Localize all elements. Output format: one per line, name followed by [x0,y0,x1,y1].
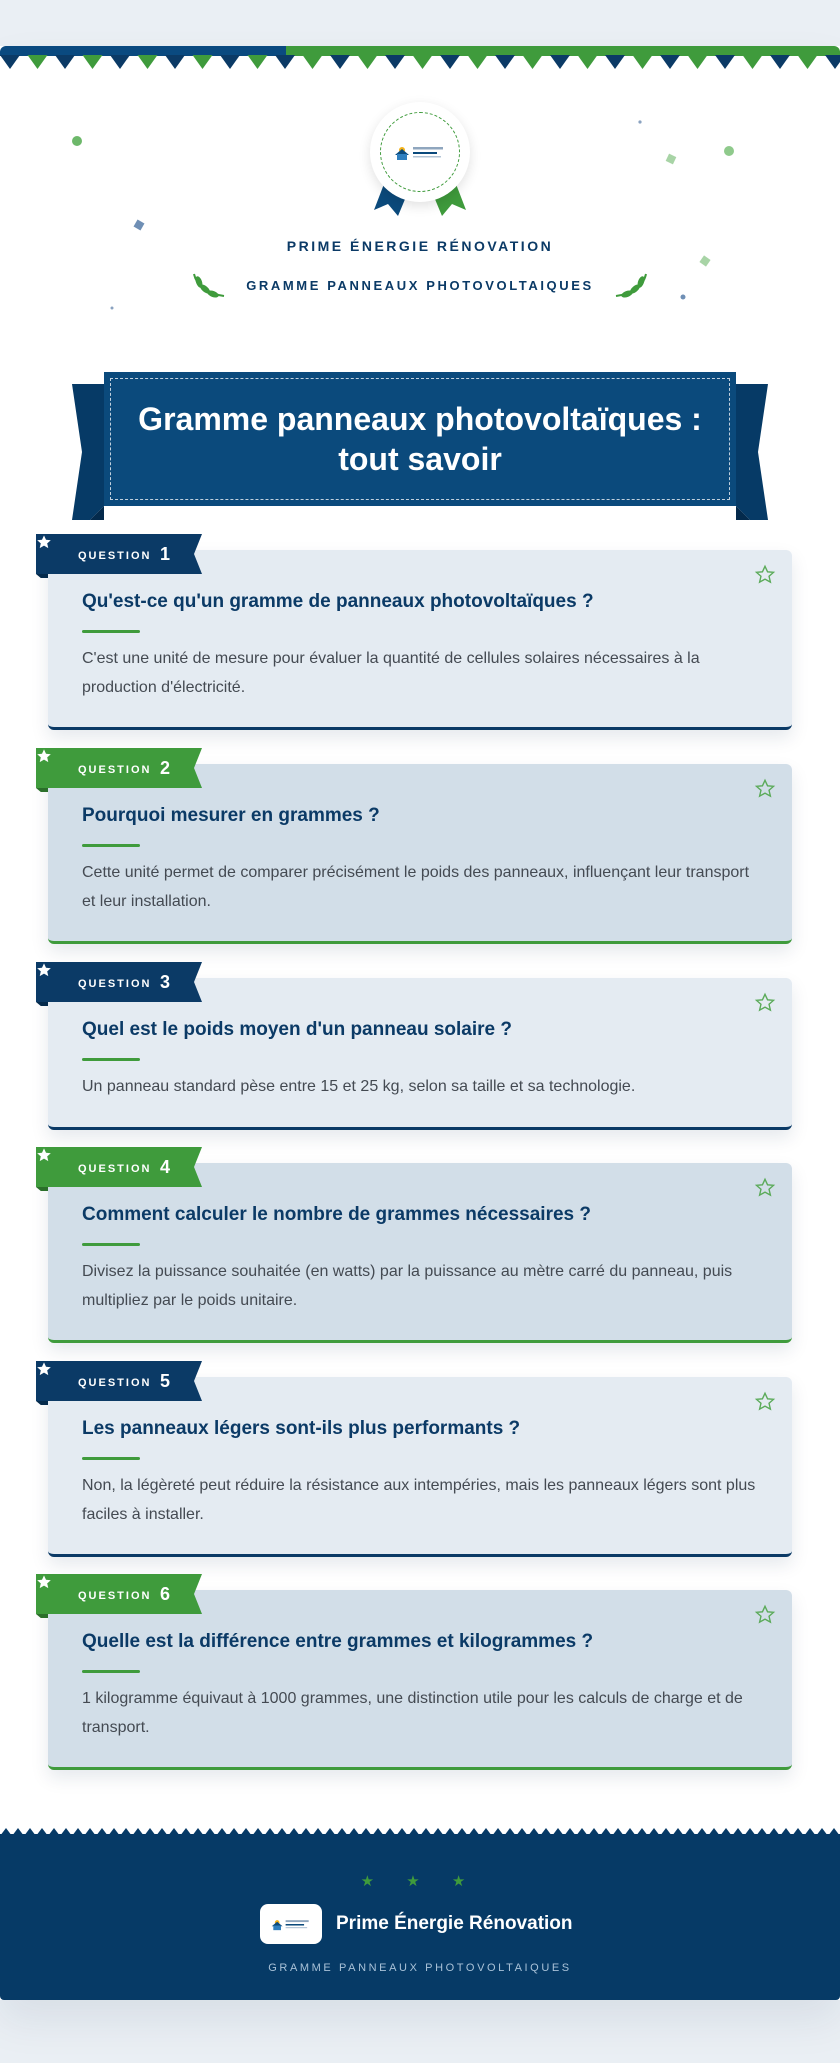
brand-name: PRIME ÉNERGIE RÉNOVATION [286,238,554,254]
confetti [678,292,688,302]
bunting-flag [660,55,680,69]
faq-divider [82,1457,140,1460]
zigzag-tooth [540,1828,552,1836]
bunting-flag [743,55,763,69]
bunting-flag [770,55,790,69]
zigzag-tooth [0,1828,12,1836]
confetti [70,134,84,148]
zigzag-tooth [288,1828,300,1836]
confetti [698,254,712,268]
zigzag-tooth [708,1828,720,1836]
zigzag-tooth [228,1828,240,1836]
star-outline-icon [754,564,776,586]
question-label: QUESTION [78,1163,152,1175]
bunting-flag [220,55,240,69]
footer-zigzag-edge [0,1826,840,1836]
bunting-flag [440,55,460,69]
zigzag-tooth [396,1828,408,1836]
zigzag-tooth [636,1828,648,1836]
zigzag-tooth [144,1828,156,1836]
zigzag-tooth [108,1828,120,1836]
bunting-flag [825,55,840,69]
zigzag-tooth [672,1828,684,1836]
zigzag-tooth [348,1828,360,1836]
zigzag-tooth [408,1828,420,1836]
faq-question: Pourquoi mesurer en grammes ? [82,805,380,826]
footer-brand [260,1904,580,1946]
bunting-flag [358,55,378,69]
bunting-flag [468,55,488,69]
faq-question: Comment calculer le nombre de grammes nécessaires ? [82,1204,591,1225]
zigzag-tooth [648,1828,660,1836]
zigzag-tooth [48,1828,60,1836]
subtitle-row [190,270,650,310]
footer [0,1834,840,2000]
confetti [664,152,678,166]
zigzag-tooth [336,1828,348,1836]
zigzag-tooth [264,1828,276,1836]
zigzag-tooth [372,1828,384,1836]
faq-divider [82,630,140,633]
footer-stars: ★ ★ ★ [360,1873,480,1890]
bunting-flag [248,55,268,69]
zigzag-tooth [240,1828,252,1836]
faq-divider [82,1670,140,1673]
faq-question: Quel est le poids moyen d'un panneau solaire ? [82,1019,512,1040]
zigzag-tooth [216,1828,228,1836]
bunting-flag [83,55,103,69]
faq-question: Les panneaux légers sont-ils plus performants ? [82,1418,521,1439]
zigzag-tooth [180,1828,192,1836]
zigzag-tooth [468,1828,480,1836]
zigzag-tooth [96,1828,108,1836]
footer-logo [260,1904,322,1944]
question-number: 2 [160,758,171,778]
bunting-flag [165,55,185,69]
logo-badge [370,102,470,222]
question-number: 3 [160,972,171,992]
star-icon [36,1574,52,1590]
bunting-flag [275,55,295,69]
logo-circle [370,102,470,202]
zigzag-tooth [12,1828,24,1836]
solar-house-logo-icon [271,1917,311,1931]
faq-question: Qu'est-ce qu'un gramme de panneaux photovoltaïques ? [82,591,594,612]
star-outline-icon [754,778,776,800]
faq-divider [82,844,140,847]
bunting-flag [138,55,158,69]
bunting-flag [110,55,130,69]
zigzag-tooth [36,1828,48,1836]
zigzag-tooth [204,1828,216,1836]
zigzag-tooth [432,1828,444,1836]
zigzag-tooth [504,1828,516,1836]
faq-answer: 1 kilogramme équivaut à 1000 grammes, une distinction utile pour les calculs de charge et de transport. [82,1690,743,1736]
faq-answer: Cette unité permet de comparer précisément le poids des panneaux, influençant leur transport et leur installation. [82,864,750,910]
faq-divider [82,1058,140,1061]
bunting-flag [0,55,20,69]
zigzag-tooth [660,1828,672,1836]
zigzag-tooth [828,1828,840,1836]
zigzag-tooth [816,1828,828,1836]
bunting-flags [0,55,840,79]
title-box [104,372,736,506]
star-outline-icon [754,1391,776,1413]
zigzag-tooth [420,1828,432,1836]
confetti [722,144,736,158]
zigzag-tooth [72,1828,84,1836]
question-number: 5 [160,1371,171,1391]
zigzag-tooth [612,1828,624,1836]
zigzag-tooth [516,1828,528,1836]
bunting-flag [688,55,708,69]
bunting-flag [798,55,818,69]
zigzag-tooth [300,1828,312,1836]
star-icon [36,748,52,764]
faq-question: Quelle est la différence entre grammes et kilogrammes ? [82,1631,594,1652]
confetti [108,304,116,312]
solar-house-logo-icon [394,143,446,161]
logo-ring [380,112,460,192]
question-tag [36,1361,204,1405]
zigzag-tooth [192,1828,204,1836]
bunting-flag [523,55,543,69]
question-tag [36,1574,204,1618]
bunting-flag [495,55,515,69]
laurel-right-icon [614,270,650,300]
star-outline-icon [754,992,776,1014]
zigzag-tooth [132,1828,144,1836]
question-label: QUESTION [78,764,152,776]
zigzag-tooth [528,1828,540,1836]
zigzag-tooth [720,1828,732,1836]
bunting-flag [193,55,213,69]
question-tag [36,962,204,1006]
bunting-flag [550,55,570,69]
bunting-flag [605,55,625,69]
footer-subtitle: GRAMME PANNEAUX PHOTOVOLTAIQUES [268,1962,572,1974]
star-icon [36,1361,52,1377]
star-outline-icon [754,1604,776,1626]
zigzag-tooth [780,1828,792,1836]
faq-answer: Divisez la puissance souhaitée (en watts) par la puissance au mètre carré du panneau, puis multipliez par le poids unitaire. [82,1263,733,1309]
zigzag-tooth [480,1828,492,1836]
question-tag [36,1147,204,1191]
star-outline-icon [754,1177,776,1199]
faq-answer: Non, la légèreté peut réduire la résistance aux intempéries, mais les panneaux légers sont plus faciles à installer. [82,1477,756,1523]
question-label: QUESTION [78,550,152,562]
bunting-flag [330,55,350,69]
confetti [132,218,146,232]
bunting-flag [28,55,48,69]
zigzag-tooth [696,1828,708,1836]
zigzag-tooth [120,1828,132,1836]
bunting-flag [385,55,405,69]
bunting-flag [633,55,653,69]
zigzag-tooth [564,1828,576,1836]
zigzag-tooth [156,1828,168,1836]
title-banner [72,372,768,520]
bunting-flag [55,55,75,69]
footer-brand-name: Prime Énergie Rénovation [336,1913,573,1934]
zigzag-tooth [768,1828,780,1836]
zigzag-tooth [312,1828,324,1836]
zigzag-tooth [552,1828,564,1836]
zigzag-tooth [276,1828,288,1836]
question-label: QUESTION [78,1590,152,1602]
zigzag-tooth [792,1828,804,1836]
bunting-flag [303,55,323,69]
page-title: Gramme panneaux photovoltaïques : tout savoir [138,401,702,477]
zigzag-tooth [360,1828,372,1836]
faq-answer: Un panneau standard pèse entre 15 et 25 kg, selon sa taille et sa technologie. [82,1078,636,1095]
question-label: QUESTION [78,1377,152,1389]
zigzag-tooth [744,1828,756,1836]
subtitle: GRAMME PANNEAUX PHOTOVOLTAIQUES [246,278,594,293]
bunting-flag [578,55,598,69]
zigzag-tooth [576,1828,588,1836]
zigzag-tooth [384,1828,396,1836]
question-number: 1 [160,544,171,564]
infographic-page [0,46,840,2000]
zigzag-tooth [804,1828,816,1836]
question-label: QUESTION [78,978,152,990]
zigzag-tooth [732,1828,744,1836]
zigzag-tooth [756,1828,768,1836]
zigzag-tooth [60,1828,72,1836]
star-icon [36,1147,52,1163]
zigzag-tooth [24,1828,36,1836]
bunting-flag [413,55,433,69]
zigzag-tooth [492,1828,504,1836]
zigzag-tooth [684,1828,696,1836]
zigzag-tooth [624,1828,636,1836]
question-tag [36,748,204,792]
bunting-flag [715,55,735,69]
faq-divider [82,1243,140,1246]
zigzag-tooth [84,1828,96,1836]
question-tag [36,534,204,578]
zigzag-tooth [444,1828,456,1836]
confetti [636,118,644,126]
zigzag-tooth [456,1828,468,1836]
question-number: 6 [160,1584,171,1604]
star-icon [36,962,52,978]
star-icon [36,534,52,550]
zigzag-tooth [252,1828,264,1836]
zigzag-tooth [600,1828,612,1836]
zigzag-tooth [324,1828,336,1836]
faq-answer: C'est une unité de mesure pour évaluer la quantité de cellules solaires nécessaires à la production d'électricité. [82,650,700,696]
question-number: 4 [160,1157,171,1177]
zigzag-tooth [588,1828,600,1836]
zigzag-tooth [168,1828,180,1836]
